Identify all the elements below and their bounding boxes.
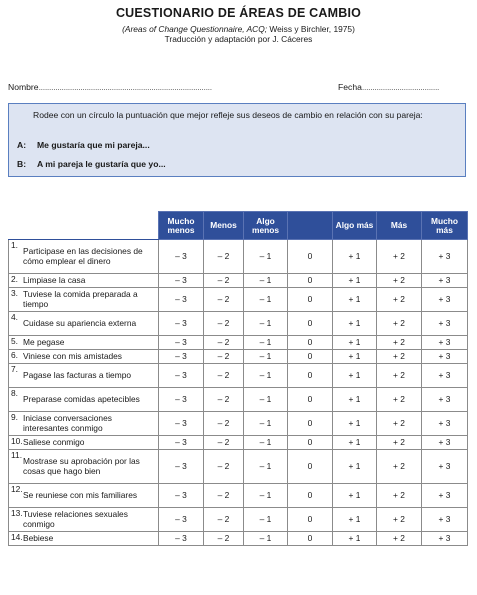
score-option[interactable]: + 2 — [377, 484, 422, 508]
date-field[interactable] — [338, 82, 439, 92]
table-row — [9, 412, 468, 436]
score-option[interactable]: – 1 — [244, 450, 288, 484]
score-option[interactable]: + 3 — [422, 450, 468, 484]
table-row — [9, 508, 468, 532]
score-option[interactable]: + 2 — [377, 388, 422, 412]
score-option[interactable]: + 3 — [422, 350, 468, 364]
header-neutral — [288, 212, 333, 240]
score-option[interactable]: – 2 — [204, 532, 244, 546]
score-option[interactable]: – 2 — [204, 274, 244, 288]
item-text: Limpiase la casa — [23, 274, 86, 285]
score-option[interactable]: – 3 — [159, 350, 204, 364]
score-option[interactable]: 0 — [288, 484, 333, 508]
score-option[interactable]: 0 — [288, 364, 333, 388]
item-cell — [9, 450, 159, 484]
score-option[interactable]: + 2 — [377, 350, 422, 364]
instructions-box — [8, 103, 466, 177]
score-option[interactable]: 0 — [288, 532, 333, 546]
score-option[interactable]: – 3 — [159, 274, 204, 288]
score-option[interactable]: + 2 — [377, 412, 422, 436]
item-number: 1. — [11, 240, 18, 250]
score-option[interactable]: + 1 — [333, 240, 377, 274]
score-option[interactable]: + 1 — [333, 436, 377, 450]
item-text: Saliese conmigo — [23, 436, 85, 447]
item-column-header — [9, 212, 159, 240]
item-cell — [9, 288, 159, 312]
header-mucho-mas: Mucho más — [422, 212, 468, 240]
score-option[interactable]: + 2 — [377, 336, 422, 350]
score-option[interactable]: – 3 — [159, 312, 204, 336]
item-number: 14. — [11, 532, 23, 542]
translation-credit: Traducción y adaptación por J. Cáceres — [164, 34, 313, 44]
item-text: Se reuniese con mis familiares — [23, 489, 138, 500]
score-option[interactable]: – 1 — [244, 412, 288, 436]
score-option[interactable]: 0 — [288, 412, 333, 436]
score-option[interactable]: + 2 — [377, 532, 422, 546]
item-cell — [9, 350, 159, 364]
item-text: Tuviese relaciones sexuales conmigo — [23, 509, 128, 529]
score-option[interactable]: – 1 — [244, 312, 288, 336]
score-option[interactable]: – 3 — [159, 388, 204, 412]
score-option[interactable]: 0 — [288, 274, 333, 288]
option-b — [17, 159, 166, 169]
score-option[interactable]: + 3 — [422, 388, 468, 412]
item-cell — [9, 532, 159, 546]
score-option[interactable]: 0 — [288, 450, 333, 484]
score-option[interactable]: + 3 — [422, 364, 468, 388]
option-a — [17, 140, 150, 150]
score-option[interactable]: – 3 — [159, 484, 204, 508]
score-option[interactable]: + 2 — [377, 508, 422, 532]
item-cell — [9, 412, 159, 436]
score-option[interactable]: – 2 — [204, 508, 244, 532]
score-option[interactable]: – 1 — [244, 350, 288, 364]
item-number: 11. — [11, 450, 23, 460]
score-option[interactable]: + 2 — [377, 274, 422, 288]
score-option[interactable]: – 3 — [159, 450, 204, 484]
date-line: ..................................... — [361, 82, 440, 92]
score-option[interactable]: + 1 — [333, 274, 377, 288]
table-row — [9, 240, 468, 274]
score-option[interactable]: + 2 — [377, 436, 422, 450]
table-row — [9, 388, 468, 412]
header-mas: Más — [377, 212, 422, 240]
score-option[interactable]: + 2 — [377, 240, 422, 274]
questionnaire-subtitle — [0, 24, 477, 44]
score-option[interactable]: – 2 — [204, 364, 244, 388]
table-row — [9, 288, 468, 312]
score-option[interactable]: 0 — [288, 336, 333, 350]
table-row — [9, 350, 468, 364]
item-number: 10. — [11, 436, 23, 446]
item-cell — [9, 312, 159, 336]
score-option[interactable]: + 1 — [333, 532, 377, 546]
item-number: 12. — [11, 484, 23, 494]
item-text: Preparase comidas apetecibles — [23, 393, 140, 404]
score-option[interactable]: + 1 — [333, 350, 377, 364]
score-option[interactable]: + 2 — [377, 312, 422, 336]
instructions-text: Rodee con un círculo la puntuación que mejor refleje sus deseos de cambio en relación con su pareja: — [33, 110, 423, 120]
score-option[interactable]: + 3 — [422, 288, 468, 312]
score-option[interactable]: + 1 — [333, 388, 377, 412]
source-authors: Weiss y Birchler, 1975) — [267, 24, 355, 34]
table-header-row — [9, 212, 468, 240]
item-number: 8. — [11, 388, 18, 398]
item-text: Cuidase su apariencia externa — [23, 317, 137, 328]
item-cell — [9, 364, 159, 388]
score-option[interactable]: 0 — [288, 312, 333, 336]
option-a-text: Me gustaría que mi pareja... — [37, 140, 150, 150]
item-text: Participase en las decisiones de cómo emplear el dinero — [23, 246, 143, 266]
score-option[interactable]: – 2 — [204, 312, 244, 336]
score-option[interactable]: + 3 — [422, 436, 468, 450]
table-row — [9, 364, 468, 388]
score-option[interactable]: – 1 — [244, 336, 288, 350]
item-text: Viniese con mis amistades — [23, 350, 122, 361]
score-option[interactable]: – 2 — [204, 336, 244, 350]
header-menos: Menos — [204, 212, 244, 240]
item-cell — [9, 508, 159, 532]
option-b-letter: B: — [17, 159, 27, 169]
score-option[interactable]: 0 — [288, 508, 333, 532]
table-row — [9, 274, 468, 288]
name-field[interactable] — [8, 82, 212, 92]
item-number: 3. — [11, 288, 18, 298]
item-cell — [9, 274, 159, 288]
table-body — [9, 240, 468, 546]
score-option[interactable]: + 3 — [422, 274, 468, 288]
score-option[interactable]: + 1 — [333, 288, 377, 312]
score-option[interactable]: 0 — [288, 240, 333, 274]
name-line: ................................................................................... — [38, 82, 212, 92]
item-cell — [9, 484, 159, 508]
item-text: Pagase las facturas a tiempo — [23, 369, 132, 380]
score-option[interactable]: – 2 — [204, 288, 244, 312]
score-option[interactable]: – 3 — [159, 336, 204, 350]
score-option[interactable]: + 3 — [422, 336, 468, 350]
item-text: Mostrase su aprobación por las cosas que hago bien — [23, 456, 140, 476]
item-number: 13. — [11, 508, 23, 518]
score-option[interactable]: – 2 — [204, 388, 244, 412]
score-option[interactable]: – 2 — [204, 450, 244, 484]
score-option[interactable]: + 1 — [333, 336, 377, 350]
score-option[interactable]: + 2 — [377, 450, 422, 484]
score-option[interactable]: – 3 — [159, 288, 204, 312]
score-option[interactable]: + 1 — [333, 450, 377, 484]
table-row — [9, 312, 468, 336]
item-number: 2. — [11, 274, 18, 284]
header-mucho-menos: Mucho menos — [159, 212, 204, 240]
item-number: 9. — [11, 412, 18, 422]
score-option[interactable]: – 2 — [204, 484, 244, 508]
score-option[interactable]: + 1 — [333, 508, 377, 532]
item-cell — [9, 388, 159, 412]
source-italic: (Areas of Change Questionnaire, ACQ; — [122, 24, 268, 34]
item-cell — [9, 436, 159, 450]
item-text: Bebiese — [23, 532, 54, 543]
item-number: 5. — [11, 336, 18, 346]
score-option[interactable]: – 2 — [204, 350, 244, 364]
item-text: Tuviese la comida preparada a tiempo — [23, 289, 138, 309]
score-option[interactable]: – 3 — [159, 364, 204, 388]
score-option[interactable]: + 1 — [333, 412, 377, 436]
score-option[interactable]: + 1 — [333, 364, 377, 388]
item-text: Iniciase conversaciones interesantes conmigo — [23, 413, 112, 433]
item-number: 6. — [11, 350, 18, 360]
header-algo-menos: Algo menos — [244, 212, 288, 240]
item-text: Me pegase — [23, 336, 65, 347]
score-option[interactable]: – 1 — [244, 288, 288, 312]
header-algo-mas: Algo más — [333, 212, 377, 240]
score-option[interactable]: + 3 — [422, 532, 468, 546]
score-option[interactable]: 0 — [288, 436, 333, 450]
table-row — [9, 436, 468, 450]
score-option[interactable]: + 3 — [422, 412, 468, 436]
score-option[interactable]: + 3 — [422, 508, 468, 532]
score-option[interactable]: 0 — [288, 388, 333, 412]
questionnaire-table — [8, 211, 468, 546]
score-option[interactable]: – 1 — [244, 436, 288, 450]
score-option[interactable]: 0 — [288, 350, 333, 364]
option-a-letter: A: — [17, 140, 27, 150]
score-option[interactable]: + 3 — [422, 484, 468, 508]
table-row — [9, 532, 468, 546]
score-option[interactable]: 0 — [288, 288, 333, 312]
score-option[interactable]: – 2 — [204, 436, 244, 450]
score-option[interactable]: – 3 — [159, 436, 204, 450]
table-row — [9, 336, 468, 350]
questionnaire-title: CUESTIONARIO DE ÁREAS DE CAMBIO — [115, 6, 362, 20]
item-number: 4. — [11, 312, 18, 322]
score-option[interactable]: + 1 — [333, 312, 377, 336]
score-option[interactable]: – 3 — [159, 240, 204, 274]
name-label: Nombre — [8, 82, 39, 92]
item-number: 7. — [11, 364, 18, 374]
item-cell — [9, 336, 159, 350]
score-option[interactable]: – 1 — [244, 364, 288, 388]
score-option[interactable]: – 1 — [244, 532, 288, 546]
date-label: Fecha — [338, 82, 362, 92]
score-option[interactable]: + 1 — [333, 484, 377, 508]
score-option[interactable]: + 3 — [422, 312, 468, 336]
score-option[interactable]: + 2 — [377, 288, 422, 312]
score-option[interactable]: – 1 — [244, 240, 288, 274]
name-date-fields — [8, 82, 464, 94]
table-row — [9, 484, 468, 508]
score-option[interactable]: – 1 — [244, 274, 288, 288]
score-option[interactable]: + 2 — [377, 364, 422, 388]
score-option[interactable]: – 3 — [159, 532, 204, 546]
score-option[interactable]: – 1 — [244, 484, 288, 508]
score-option[interactable]: – 3 — [159, 508, 204, 532]
score-option[interactable]: – 1 — [244, 508, 288, 532]
score-option[interactable]: – 1 — [244, 388, 288, 412]
score-option[interactable]: – 2 — [204, 412, 244, 436]
score-option[interactable]: + 3 — [422, 240, 468, 274]
option-b-text: A mi pareja le gustaría que yo... — [37, 159, 166, 169]
score-option[interactable]: – 2 — [204, 240, 244, 274]
table-row — [9, 450, 468, 484]
item-cell — [9, 240, 159, 274]
score-option[interactable]: – 3 — [159, 412, 204, 436]
